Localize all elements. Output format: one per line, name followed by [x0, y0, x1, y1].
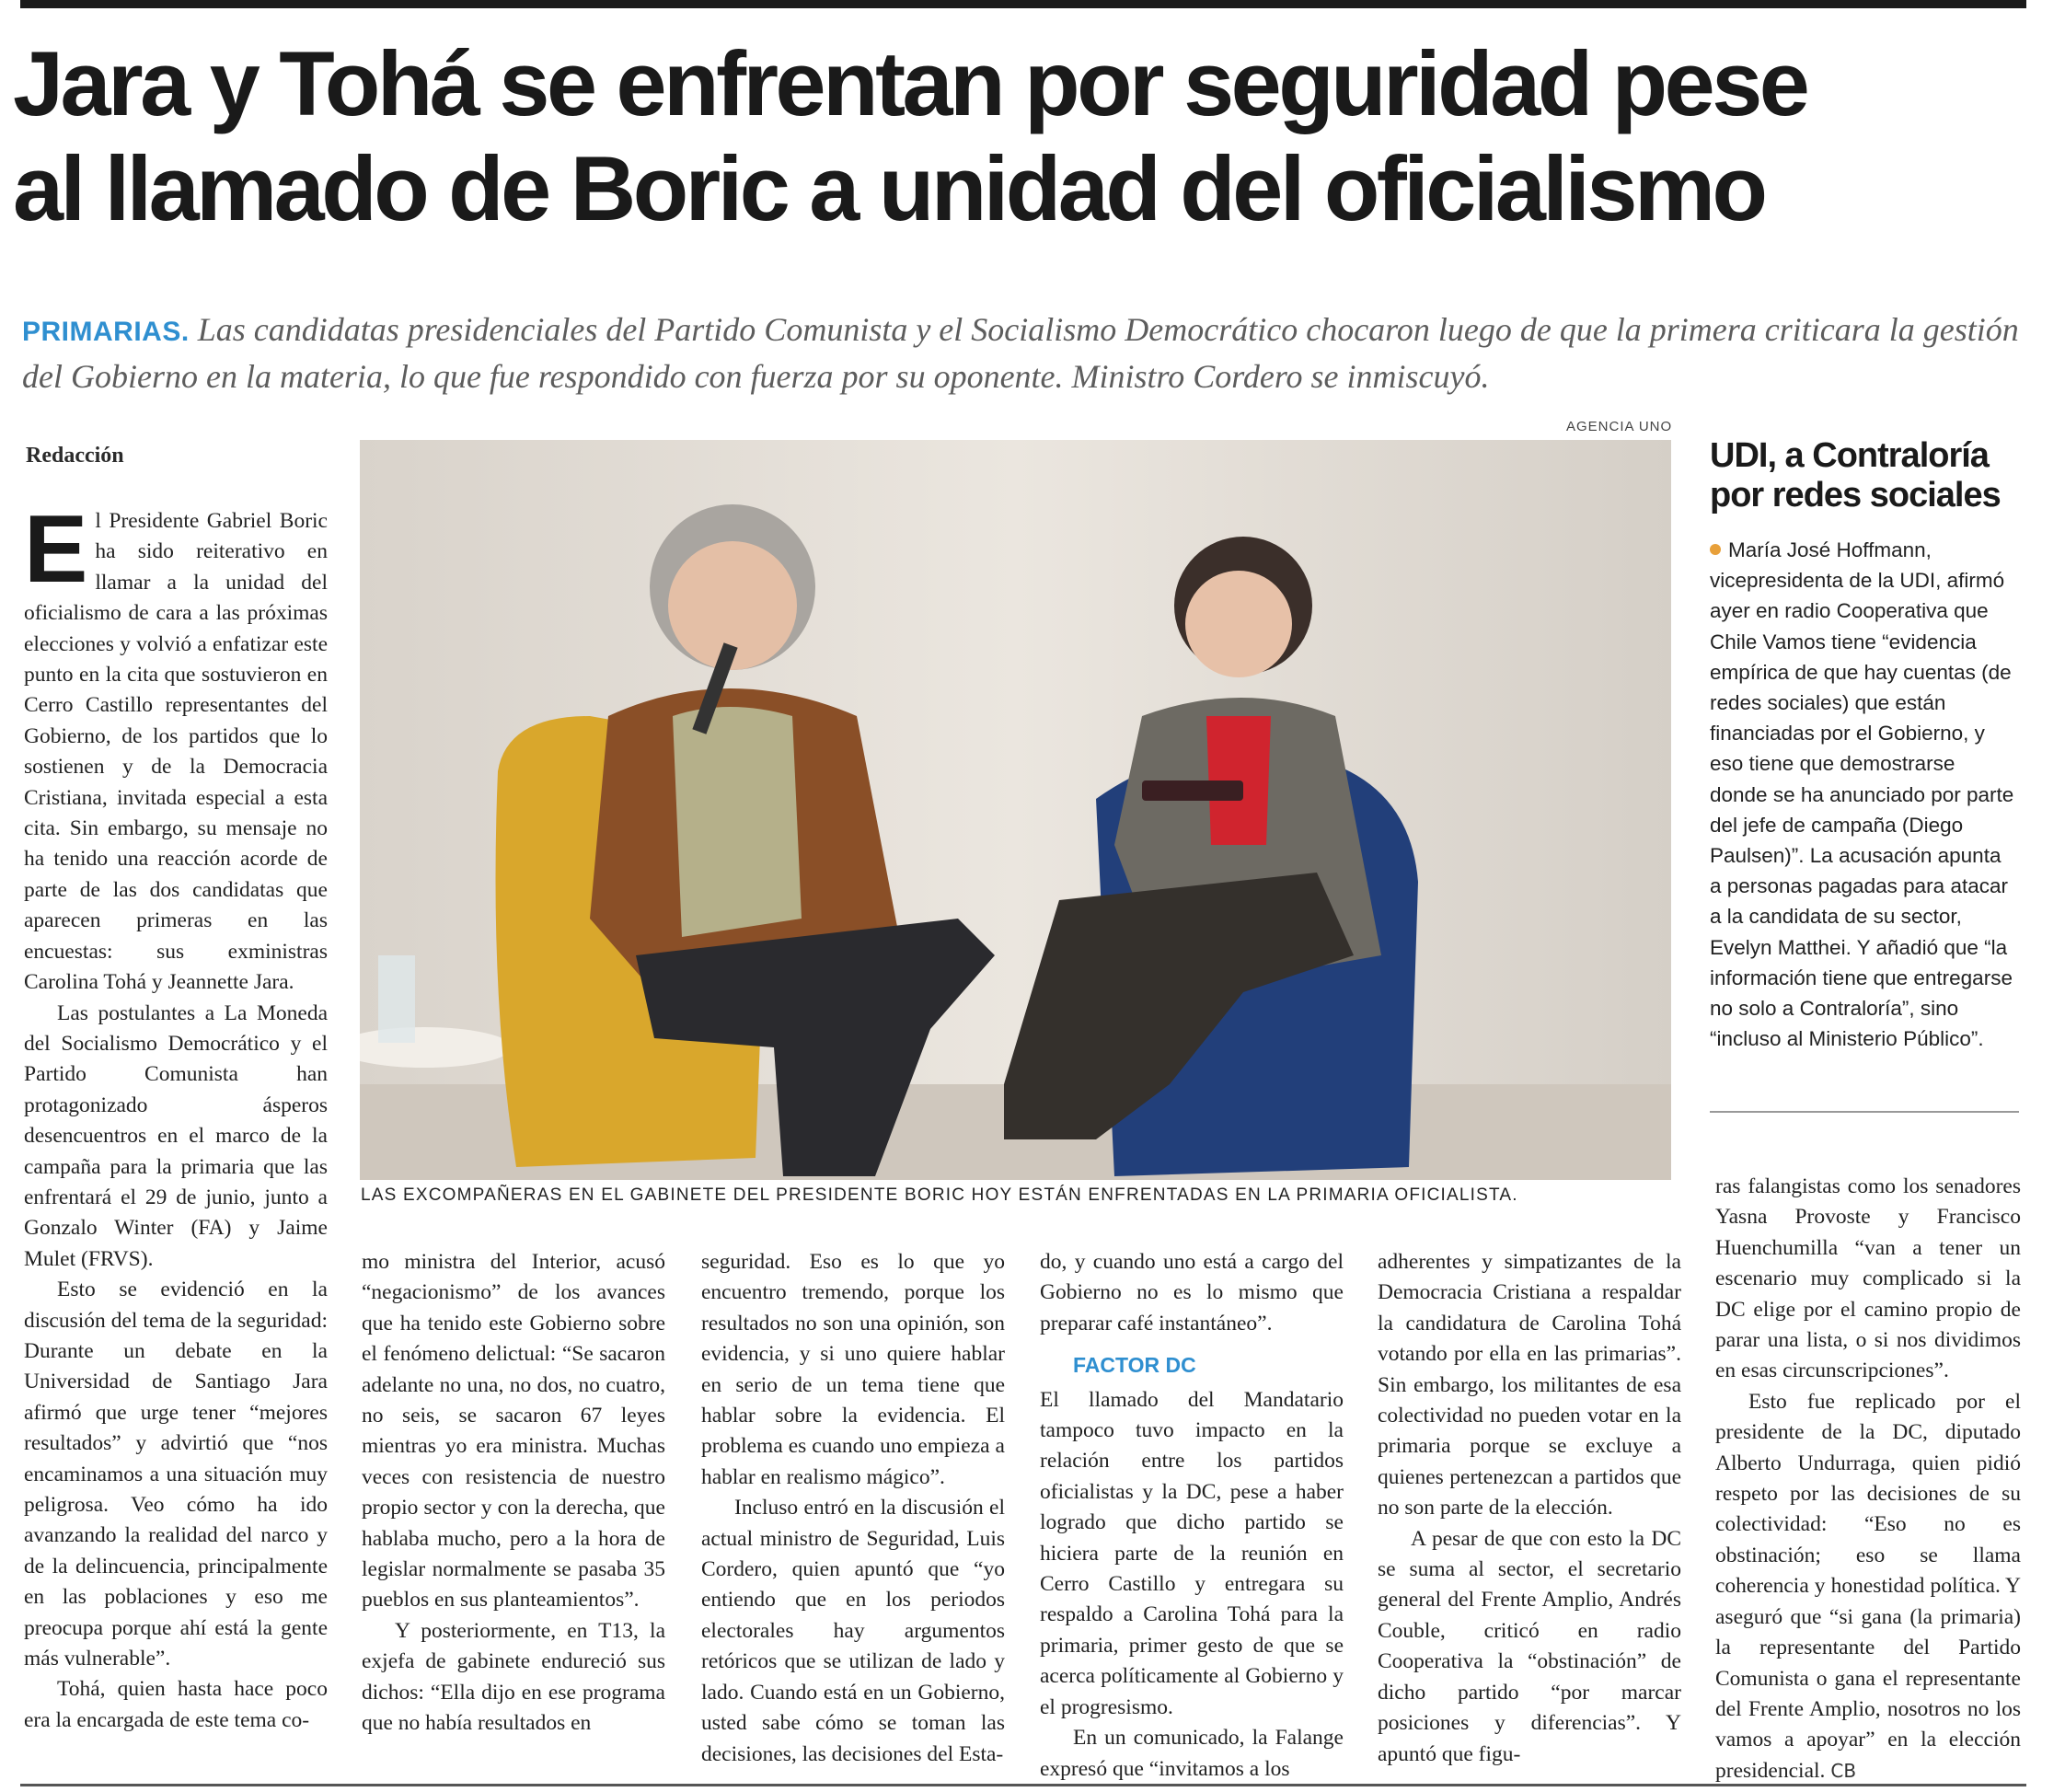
- sidebar-text: María José Hoffmann, vicepresidenta de la UDI, afirmó ayer en radio Cooperativa que Chile Vamos tiene “evidencia empírica de que hay cuentas (de redes sociales) que están financiadas por el Gobierno, y eso tiene que demostrarse donde se ha anunciado por parte del jefe de campaña (Diego Paulsen)”. La acusación apunta a personas pagadas para atacar a la candidata de su sector, Evelyn Matthei. Y añadió que “la información tiene que entregarse no solo a Contraloría”, sino “incluso al Ministerio Público”.: [1710, 538, 2014, 1051]
- body-column-6: [1715, 1172, 2021, 1786]
- photo-credit: AGENCIA UNO: [1566, 419, 1673, 434]
- body-paragraph: Tohá, quien hasta hace poco era la encargada de este tema co-: [24, 1677, 328, 1732]
- body-paragraph: do, y cuando uno está a cargo del Gobierno no es lo mismo que preparar café instantáneo”.: [1040, 1250, 1344, 1335]
- bullet-dot-icon: [1710, 544, 1721, 555]
- photo-illustration: [360, 440, 1671, 1180]
- photo-caption: LAS EXCOMPAÑERAS EN EL GABINETE DEL PRESIDENTE BORIC HOY ESTÁN ENFRENTADAS EN LA PRIMARIA OFICIALISTA.: [361, 1185, 1518, 1205]
- deck-kicker: PRIMARIAS.: [22, 317, 190, 347]
- body-column-2: [362, 1247, 665, 1740]
- bottom-rule: [20, 1784, 2026, 1786]
- end-mark-icon: CB: [1830, 1759, 1857, 1782]
- body-paragraph: Esto se evidenció en la discusión del tema de la seguridad: Durante un debate en la Universidad de Santiago Jara afirmó que urge tener “mejores resultados” y advirtió que “nos encaminamos a una situación muy peligrosa. Veo cómo ha ido avanzando la realidad del narco y de la delincuencia, principalmente en las poblaciones y eso me preocupa porque ahí está la gente más vulnerable”.: [24, 1278, 328, 1671]
- article-photo: [360, 440, 1671, 1180]
- byline: Redacción: [26, 444, 124, 468]
- body-paragraph: mo ministra del Interior, acusó “negacionismo” de los avances que ha tenido este Gobierno sobre el fenómeno delictual: “Se sacaron adelante no una, no dos, no cuatro, no seis, se sacaron 67 leyes mientras yo era ministra. Muchas veces con resistencia de nuestro propio sector y con la derecha, que hablaba mucho, pero a la hora de legislar normalmente se pasaba 35 pueblos en sus planteamientos”.: [362, 1250, 665, 1613]
- body-paragraph: adherentes y simpatizantes de la Democracia Cristiana a respaldar la candidatura de Carolina Tohá votando por ella en las primarias”. Sin embargo, los militantes de esa colectividad no pueden votar en la primaria porque se excluye a quienes pertenezcan a partidos que no son parte de la elección.: [1378, 1250, 1681, 1520]
- body-paragraph: Incluso entró en la discusión el actual ministro de Seguridad, Luis Cordero, quien apuntó que “yo entiendo que en los periodos electorales hay argumentos retóricos que se utilizan de lado y lado. Cuando está en un Gobierno, usted sabe cómo se toman las decisiones, las decisiones del Esta-: [701, 1496, 1005, 1766]
- body-paragraph: Esto fue replicado por el presidente de la DC, diputado Alberto Undurraga, quien pidió respeto por las decisiones de su colectividad: “Eso no es obstinación; eso se llama coherencia y honestidad política. Y aseguró que “si gana (la primaria) la representante del Partido Comunista o gana el representante del Frente Amplio, nosotros no los vamos a apoyar” en la elección presidencial. CB: [1715, 1389, 2021, 1783]
- body-column-3: [701, 1247, 1005, 1770]
- drop-cap: E: [24, 496, 88, 603]
- body-paragraph: seguridad. Eso es lo que yo encuentro tremendo, porque los resultados no son una opinión, son evidencia, y si uno quiere hablar en serio de un tema tiene que hablar sobre la evidencia. El problema es cuando uno empieza a hablar en realismo mágico”.: [701, 1250, 1005, 1489]
- body-column-5: [1378, 1247, 1681, 1770]
- deck: [22, 307, 2024, 399]
- body-paragraph: ras falangistas como los senadores Yasna Provoste y Francisco Huenchumilla “van a tener un escenario muy complicado si la DC elige por el camino propio de parar una lista, o si nos dividimos en esas circunscripciones”.: [1715, 1174, 2021, 1383]
- body-paragraph: El llamado del Mandatario tampoco tuvo impacto en la relación entre los partidos oficialistas y la DC, pese a haber logrado que dicho partido se hiciera parte de la reunión en Cerro Castillo y entregara su respaldo a Carolina Tohá para la primaria, primer gesto de que se acerca políticamente al Gobierno y el progresismo.: [1040, 1387, 1344, 1719]
- headline: [13, 31, 2028, 241]
- deck-text: Las candidatas presidenciales del Partido Comunista y el Socialismo Democrático chocaron luego de que la primera criticara la gestión del Gobierno en la materia, lo que fue respondido con fuerza por su oponente. Ministro Cordero se inmiscuyó.: [22, 311, 2019, 395]
- body-paragraph: A pesar de que con esto la DC se suma al sector, el secretario general del Frente Amplio, Andrés Couble, criticó en radio Cooperativa la “obstinación” de dicho partido “por marcar posiciones y diferencias”. Y apuntó que figu-: [1378, 1526, 1681, 1766]
- body-paragraph: Las postulantes a La Moneda del Socialismo Democrático y el Partido Comunista han protagonizado ásperos desencuentros en el marco de la campaña para la primaria que las enfrentará el 29 de junio, junto a Gonzalo Winter (FA) y Jaime Mulet (FRVS).: [24, 1000, 328, 1271]
- section-subhead: FACTOR DC: [1073, 1353, 1196, 1378]
- headline-line-2: al llamado de Boric a unidad del oficialismo: [13, 137, 1765, 239]
- top-rule: [20, 0, 2026, 8]
- body-column-4: [1040, 1247, 1344, 1785]
- body-column-1: [24, 496, 328, 1736]
- body-paragraph: El Presidente Gabriel Boric ha sido reiterativo en llamar a la unidad del oficialismo de cara a las próximas elecciones y volvió a enfatizar este punto en la cita que sostuvieron en Cerro Castillo representantes del Gobierno, de los partidos que lo sostienen y de la Democracia Cristiana, invitada especial a esta cita. Sin embargo, su mensaje no ha tenido una reacción acorde de parte de las dos candidatas que aparecen primeras en las encuestas: sus exministras Carolina Tohá y Jeannette Jara.: [24, 496, 328, 995]
- sidebar-title: UDI, a Contraloría por redes sociales: [1710, 436, 2001, 514]
- sidebar-rule: [1710, 1111, 2019, 1113]
- headline-line-1: Jara y Tohá se enfrentan por seguridad pese: [13, 32, 1807, 134]
- body-paragraph: Y posteriormente, en T13, la exjefa de gabinete endureció sus dichos: “Ella dijo en ese programa que no había resultados en: [362, 1618, 665, 1736]
- body-paragraph: En un comunicado, la Falange expresó que “invitamos a los: [1040, 1726, 1344, 1781]
